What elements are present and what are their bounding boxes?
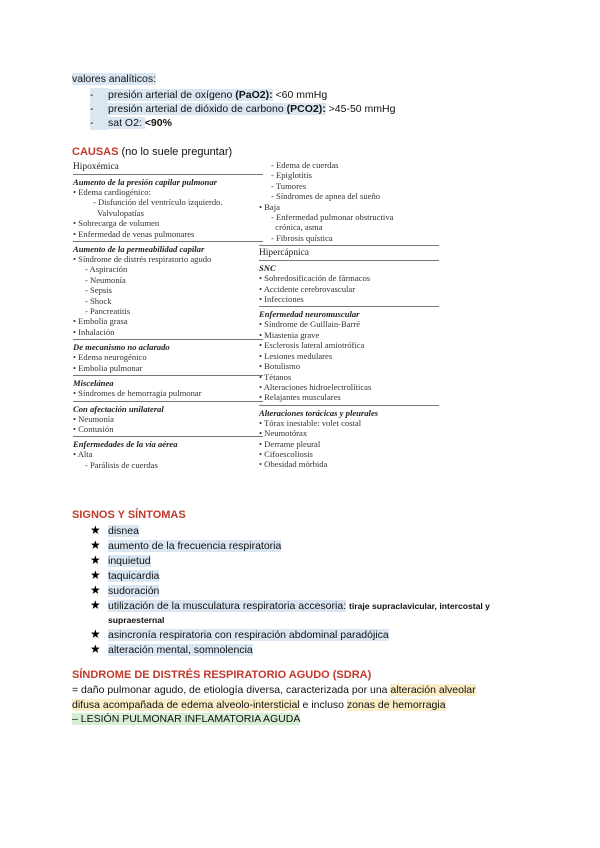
star-icon: ★ <box>90 627 101 641</box>
table-item: • Enfermedad de venas pulmonares <box>73 228 195 239</box>
table-item: • Accidente cerebrovascular <box>259 283 356 294</box>
table-item: • Inhalación <box>73 326 115 337</box>
table-item: • Miastenia grave <box>259 329 320 340</box>
valores-title: valores analíticos: <box>72 73 157 85</box>
list-item: ★ utilización de la musculatura respiratoria accesoria: tiraje supraclavicular, intercostal y <box>90 598 490 612</box>
valores-list <box>90 88 510 130</box>
list-item: ★ asincronía respiratoria con respiración abdominal paradójica <box>90 627 389 641</box>
star-icon: ★ <box>90 538 101 552</box>
table-item: - Parálisis de cuerdas <box>85 459 158 470</box>
table-item: • Sobrecarga de volumen <box>73 218 160 229</box>
list-item: - presión arterial de dióxido de carbono (PCO2): >45-50 mmHg <box>90 103 396 115</box>
sdra-paragraph <box>72 683 542 727</box>
table-item: • Botulismo <box>259 361 300 372</box>
dash-bullet: - <box>90 102 108 116</box>
dash-bullet: - <box>90 116 108 130</box>
table-item: - Shock <box>85 295 112 306</box>
table-subheading: Enfermedades de la vía aérea <box>73 439 178 450</box>
table-item: - Sepsis <box>85 285 112 296</box>
table-item: • Infecciones <box>259 294 304 305</box>
table-subheading: Miscelánea <box>73 378 114 389</box>
table-item: • Alta <box>73 449 93 460</box>
table-subheading: SNC <box>259 263 276 274</box>
star-icon: ★ <box>90 568 101 582</box>
star-icon: ★ <box>90 523 101 537</box>
list-item: ★ aumento de la frecuencia respiratoria <box>90 538 282 552</box>
table-item: • Edema neurogénico <box>73 352 147 363</box>
table-item: • Sobredosificación de fármacos <box>259 273 371 284</box>
list-item: ★ taquicardia <box>90 568 160 582</box>
star-icon: ★ <box>90 553 101 567</box>
causas-right-column <box>259 160 439 470</box>
signos-list <box>90 523 520 657</box>
table-item: • Síndrome de distrés respiratorio agudo <box>73 254 212 265</box>
table-item: • Derrame pleural <box>259 438 321 449</box>
table-item: - Epiglotitis <box>271 170 312 181</box>
table-item: • Embolia pulmonar <box>73 362 143 373</box>
table-item: • Tórax inestable: volet costal <box>259 417 362 428</box>
table-item: • Neumonía <box>73 413 114 424</box>
table-item: crónica, asma <box>275 222 323 233</box>
causas-left-column <box>73 160 263 470</box>
table-item: - Pancreatitis <box>85 306 131 317</box>
table-item: • Baja <box>259 201 280 212</box>
table-subheading: Aumento de la permeabilidad capilar <box>73 244 205 255</box>
table-item: • Contusión <box>73 423 114 434</box>
table-subheading: Enfermedad neuromuscular <box>259 309 360 320</box>
table-item: Valvulopatías <box>97 207 144 218</box>
table-item: - Tumores <box>271 180 307 191</box>
star-icon: ★ <box>90 598 101 612</box>
dash-bullet: - <box>90 88 108 102</box>
list-item-continuation: supraesternal <box>108 615 165 625</box>
causas-table-image <box>73 160 503 472</box>
table-item: - Edema de cuerdas <box>271 160 339 170</box>
table-subheading: De mecanismo no aclarado <box>73 342 170 353</box>
list-item: ★ alteración mental, somnolencia <box>90 642 253 656</box>
table-item: - Aspiración <box>85 264 128 275</box>
table-item: • Tétanos <box>259 371 292 382</box>
causas-heading: CAUSAS (no lo suele preguntar) <box>72 146 233 158</box>
star-icon: ★ <box>90 583 101 597</box>
table-item: • Alteraciones hidroelectrolíticas <box>259 381 372 392</box>
sdra-heading: SÍNDROME DE DISTRÉS RESPIRATORIO AGUDO (SDRA) <box>72 669 372 681</box>
table-item: - Síndromes de apnea del sueño <box>271 191 381 202</box>
table-item: • Neumotórax <box>259 428 308 439</box>
star-icon: ★ <box>90 642 101 656</box>
table-subheading: Con afectación unilateral <box>73 403 164 414</box>
table-item: • Síndromes de hemorragia pulmonar <box>73 388 202 399</box>
sdra-line-3: – LESIÓN PULMONAR INFLAMATORIA AGUDA <box>72 713 301 725</box>
list-item: - sat O2: <90% <box>90 117 172 129</box>
table-item: • Síndrome de Guillain-Barré <box>259 319 361 330</box>
list-item: ★ disnea <box>90 523 139 537</box>
list-item: - presión arterial de oxígeno (PaO2): <60 mmHg <box>90 89 328 101</box>
table-item: • Obesidad mórbida <box>259 459 328 470</box>
table-item: - Enfermedad pulmonar obstructiva <box>271 212 394 223</box>
table-item: - Fibrosis quística <box>271 232 333 243</box>
table-subheading: Alteraciones torácicas y pleurales <box>259 407 379 418</box>
table-item: • Relajantes musculares <box>259 392 341 403</box>
list-item: ★ inquietud <box>90 553 151 567</box>
table-item: • Edema cardiogénico: <box>73 187 151 197</box>
table-item: - Disfunción del ventrículo izquierdo. <box>93 197 223 208</box>
signos-heading: SIGNOS Y SÍNTOMAS <box>72 509 186 521</box>
table-item: • Cifoescoliosis <box>259 448 313 459</box>
list-item: ★ sudoración <box>90 583 160 597</box>
sdra-line-2: difusa acompañada de edema alveolo-intersticial e incluso zonas de hemorragia <box>72 698 446 711</box>
sdra-line-1: = daño pulmonar agudo, de etiología diversa, caracterizada por una alteración alveolar <box>72 684 476 696</box>
table-heading: Hipoxémica <box>73 162 119 172</box>
table-item: - Neumonía <box>85 274 126 285</box>
table-item: • Esclerosis lateral amiotrófica <box>259 340 365 351</box>
table-heading: Hipercápnica <box>259 248 309 259</box>
table-subheading: Aumento de la presión capilar pulmonar <box>73 177 217 187</box>
table-item: • Embolia grasa <box>73 316 128 327</box>
table-item: • Lesiones medulares <box>259 350 333 361</box>
